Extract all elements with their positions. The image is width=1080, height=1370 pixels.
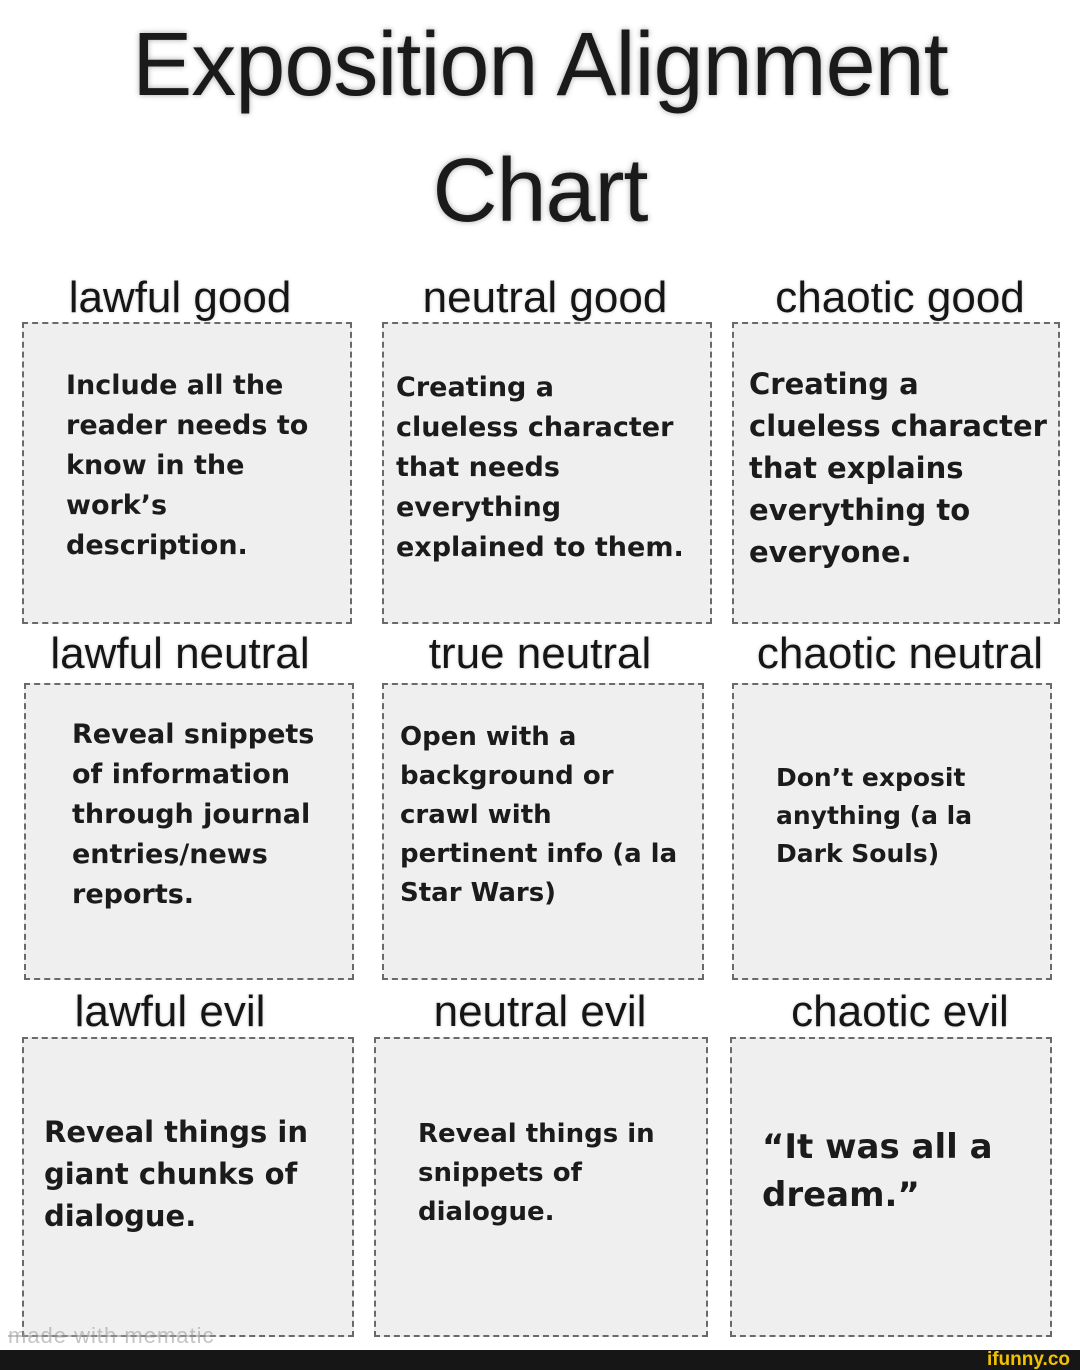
label-chaotic-neutral: chaotic neutral xyxy=(756,629,1044,678)
ifunny-logo: ifunny.co xyxy=(986,1349,1070,1370)
cell-lawful-neutral-text: Reveal snippets of information through journal entries/news reports. xyxy=(72,719,315,910)
cell-true-neutral xyxy=(382,683,704,980)
footer-bar xyxy=(0,1350,1080,1370)
cell-true-neutral-text: Open with a background or crawl with pertinent info (a la Star Wars) xyxy=(400,722,678,908)
cell-lawful-evil xyxy=(22,1037,354,1337)
label-neutral-good: neutral good xyxy=(422,273,668,322)
cell-chaotic-good-text: Creating a clueless character that explains everything to everyone. xyxy=(749,367,1047,569)
cell-lawful-evil-text: Reveal things in giant chunks of dialogue. xyxy=(44,1115,308,1233)
cell-lawful-good xyxy=(22,322,352,624)
cell-chaotic-good xyxy=(732,322,1060,624)
chart-title-line-1: Exposition Alignment xyxy=(132,15,948,115)
cell-chaotic-evil xyxy=(730,1037,1052,1337)
label-neutral-evil: neutral evil xyxy=(433,987,647,1036)
chart-title-line-2: Chart xyxy=(432,141,648,241)
cell-neutral-evil xyxy=(374,1037,708,1337)
label-lawful-neutral: lawful neutral xyxy=(50,629,310,678)
label-lawful-evil: lawful evil xyxy=(74,987,266,1036)
cell-neutral-evil-text: Reveal things in snippets of dialogue. xyxy=(418,1119,655,1227)
cell-lawful-good-text: Include all the reader needs to know in the work’s description. xyxy=(66,370,309,561)
label-chaotic-good: chaotic good xyxy=(775,273,1025,322)
label-true-neutral: true neutral xyxy=(428,629,652,678)
cell-lawful-neutral xyxy=(24,683,354,980)
cell-neutral-good xyxy=(382,322,712,624)
label-chaotic-evil: chaotic evil xyxy=(791,987,1009,1036)
label-lawful-good: lawful good xyxy=(68,273,292,322)
cell-chaotic-neutral-text: Don’t exposit anything (a la Dark Souls) xyxy=(776,763,973,868)
cell-neutral-good-text: Creating a clueless character that needs everything explained to them. xyxy=(396,372,684,563)
cell-chaotic-neutral xyxy=(732,683,1052,980)
cell-chaotic-evil-text: “It was all a dream.” xyxy=(762,1127,993,1215)
watermark: made with mematic xyxy=(8,1323,215,1348)
